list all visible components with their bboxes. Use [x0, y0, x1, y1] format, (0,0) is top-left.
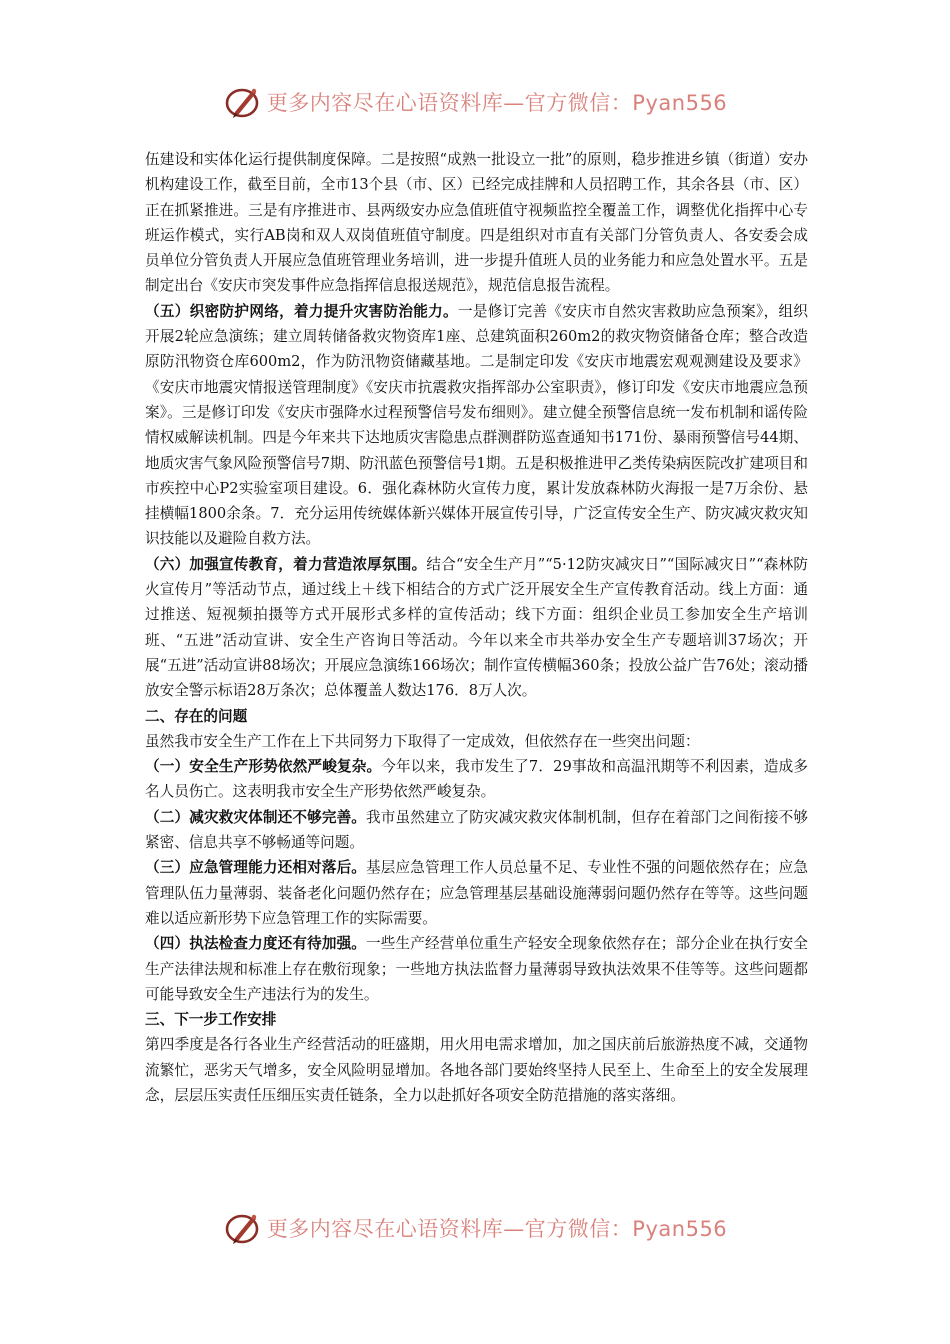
header-banner [0, 80, 950, 124]
footer-banner [0, 1206, 950, 1250]
section-lead: （三）应急管理能力还相对落后。 [145, 859, 367, 877]
banner-text: 更多内容尽在心语资料库—官方微信：Pyan556 [266, 91, 728, 115]
document-body [145, 147, 808, 1108]
section-lead: （四）执法检查力度还有待加强。 [145, 935, 367, 953]
section-lead: （五）织密防护网络，着力提升灾害防治能力。 [145, 302, 458, 320]
paragraph-text: 一是修订完善《安庆市自然灾害救助应急预案》，组织开展2轮应急演练；建立周转储备救灾物资库1座、总建筑面积260m2的救灾物资储备仓库；整合改造原防汛物资仓库600m2，作为防汛物资储藏基地。二是制定印发《安庆市地震宏观观测建设及要求》《安庆市地震灾情报送管理制度》《安庆市抗震救灾指挥部办公室职责》，修订印发《安庆市地震应急预案》。三是修订印发《安庆市强降水过程预警信号发布细则》。建立健全预警信息统一发布机制和谣传险情权威解读机制。四是今年来共下达地质灾害隐患点群测群防巡查通知书171份、暴雨预警信号44期、地质灾害气象风险预警信号7期、防汛蓝色预警信号1期。五是积极推进甲乙类传染病医院改扩建项目和市疾控中心P2实验室项目建设。6．强化森林防火宣传力度，累计发放森林防火海报一是7万余份、悬挂横幅1800余条。7．充分运用传统媒体新兴媒体开展宣传引导，广泛宣传安全生产、防灾减灾救灾知识技能以及避险自救方法。 [145, 302, 808, 548]
paragraph [145, 805, 808, 856]
paragraph [145, 552, 808, 704]
paragraph [145, 729, 808, 754]
paragraph-text: 基层应急管理工作人员总量不足、专业性不强的问题依然存在；应急管理队伍力量薄弱、装备老化问题仍然存在；应急管理基层基础设施薄弱问题仍然存在等等。这些问题难以适应新形势下应急管理工作的实际需要。 [145, 859, 808, 927]
paragraph [145, 147, 808, 299]
paragraph [145, 1032, 808, 1108]
paragraph-text: 一些生产经营单位重生产轻安全现象依然存在；部分企业在执行安全生产法律法规和标准上存在敷衍现象；一些地方执法监督力量薄弱导致执法效果不佳等等。这些问题都可能导致安全生产违法行为的发生。 [145, 935, 808, 1003]
section-lead: （六）加强宣传教育，着力营造浓厚氛围。 [145, 555, 427, 573]
section-lead: （二）减灾救灾体制还不够完善。 [145, 808, 367, 826]
banner-text: 更多内容尽在心语资料库—官方微信：Pyan556 [266, 1217, 728, 1241]
paragraph-text: 今年以来，我市发生了7．29事故和高温汛期等不利因素，造成多名人员伤亡。这表明我市安全生产形势依然严峻复杂。 [145, 758, 808, 801]
paragraph [145, 855, 808, 931]
paragraph [145, 754, 808, 805]
paragraph-text: 虽然我市安全生产工作在上下共同努力下取得了一定成效，但依然存在一些突出问题： [145, 732, 700, 750]
pen-logo-icon [223, 82, 263, 122]
paragraph-text: 第四季度是各行各业生产经营活动的旺盛期，用火用电需求增加，加之国庆前后旅游热度不减，交通物流繁忙，恶劣天气增多，安全风险明显增加。各地各部门要始终坚持人民至上、生命至上的安全发展理念，层层压实责任压细压实责任链条，全力以赴抓好各项安全防范措施的落实落细。 [145, 1036, 808, 1104]
pen-logo-icon [223, 1208, 263, 1248]
section-lead: （一）安全生产形势依然严峻复杂。 [145, 758, 382, 776]
paragraph [145, 931, 808, 1007]
paragraph [145, 299, 808, 552]
paragraph-text: 结合“安全生产月”“5·12防灾减灾日”“国际减灾日”“森林防火宣传月”等活动节点，通过线上＋线下相结合的方式广泛开展安全生产宣传教育活动。线上方面：通过推送、短视频拍摄等方式开展形式多样的宣传活动；线下方面：组织企业员工参加安全生产培训班、“五进”活动宣讲、安全生产咨询日等活动。今年以来全市共举办安全生产专题培训37场次；开展“五进”活动宣讲88场次；开展应急演练166场次；制作宣传横幅360条；投放公益广告76处；滚动播放安全警示标语28万条次；总体覆盖人数达176．8万人次。 [145, 555, 808, 700]
section-heading: 二、存在的问题 [145, 707, 248, 725]
section-heading: 三、下一步工作安排 [145, 1011, 277, 1029]
paragraph-text: 伍建设和实体化运行提供制度保障。二是按照“成熟一批设立一批”的原则，稳步推进乡镇（街道）安办机构建设工作，截至目前，全市13个县（市、区）已经完成挂牌和人员招聘工作，其余各县（市、区）正在抓紧推进。三是有序推进市、县两级安办应急值班值守视频监控全覆盖工作，调整优化指挥中心专班运作模式，实行AB岗和双人双岗值班值守制度。四是组织对市直有关部门分管负责人、各安委会成员单位分管负责人开展应急值班管理业务培训，进一步提升值班人员的业务能力和应急处置水平。五是制定出台《安庆市突发事件应急指挥信息报送规范》，规范信息报告流程。 [145, 151, 808, 295]
paragraph-text: 我市虽然建立了防灾减灾救灾体制机制，但存在着部门之间衔接不够紧密、信息共享不够畅通等问题。 [145, 808, 808, 852]
